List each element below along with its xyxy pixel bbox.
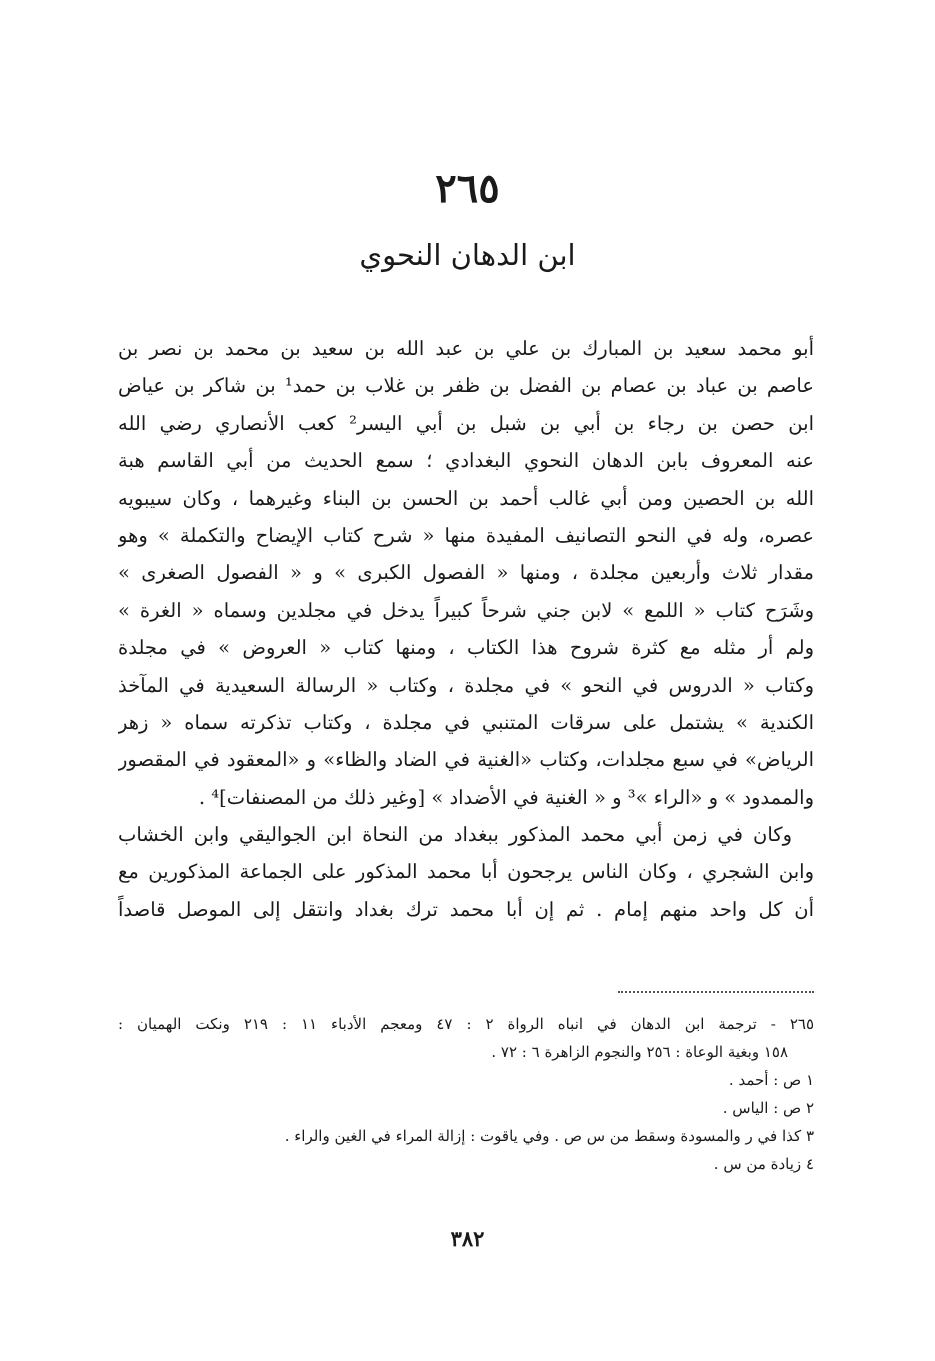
body-line: ولم أر مثله مع كثرة شروح هذا الكتاب ، ومنها كتاب « العروض » في مجلدة: [118, 636, 814, 660]
body-line: عصره، وله في النحو التصانيف المفيدة منها « شرح كتاب الإيضاح والتكملة » وهو: [118, 523, 814, 547]
footnotes: [118, 1010, 814, 1178]
body-line: والممدود » و «الراء »³ و « الغنية في الأضداد » [وغير ذلك من المصنفات]⁴ .: [198, 785, 814, 809]
footnote-line: ٤ زيادة من س .: [713, 1155, 814, 1173]
body-line: الرياض» في سبع مجلدات، وكتاب «الغنية في الضاد والظاء» و «المعقود في المقصور: [118, 748, 814, 772]
body-line: مقدار ثلاث وأربعين مجلدة ، ومنها « الفصول الكبرى » و « الفصول الصغرى »: [118, 561, 814, 585]
body-line: أبو محمد سعيد بن المبارك بن علي بن عبد الله بن سعيد بن محمد بن نصر بن: [118, 337, 814, 360]
footnote-separator: [618, 991, 814, 993]
body-line: وكتاب « الدروس في النحو » في مجلدة ، وكتاب « الرسالة السعيدية في المآخذ: [118, 673, 814, 697]
entry-title: ابن الدهان النحوي: [359, 238, 576, 272]
footnote-line: ٢٦٥ - ترجمة ابن الدهان في انباه الرواة ٢ : ٤٧ ومعجم الأدباء ١١ : ٢١٩ ونكت الهميان :: [118, 1015, 814, 1033]
footnote-line: ١٥٨ وبغية الوعاة : ٢٥٦ والنجوم الزاهرة ٦ : ٧٢ .: [491, 1043, 788, 1061]
body-line: وكان في زمن أبي محمد المذكور ببغداد من النحاة ابن الجواليقي وابن الخشاب: [118, 823, 792, 847]
footnote-line: ٢ ص : الياس .: [722, 1099, 814, 1117]
body-line: الكندية » يشتمل على سرقات المتنبي في مجلدة ، وكتاب تذكرته سماه « زهر: [118, 710, 814, 734]
body-line: وشَرَح كتاب « اللمع » لابن جني شرحاً كبيراً يدخل في مجلدين وسماه « الغرة »: [118, 598, 814, 622]
entry-number: ٢٦٥: [435, 165, 500, 212]
body-line: ابن حصن بن رجاء بن أبي بن شبل بن أبي اليسر² كعب الأنصاري رضي الله: [118, 411, 814, 435]
body-line: عنه المعروف بابن الدهان النحوي البغدادي ؛ سمع الحديث من أبي القاسم هبة: [118, 449, 814, 473]
footnote-line: ٣ كذا في ر والمسودة وسقط من س ص . وفي ياقوت : إزالة المراء في الغين والراء .: [284, 1127, 814, 1145]
body-line: أن كل واحد منهم إمام . ثم إن أبا محمد ترك بغداد وانتقل إلى الموصل قاصداً: [118, 897, 814, 921]
body-line: الله بن الحصين ومن أبي غالب أحمد بن الحسن بن البناء وغيرهما ، وكان سيبويه: [118, 486, 814, 510]
body-text: [118, 330, 814, 928]
body-line: وابن الشجري ، وكان الناس يرجحون أبا محمد المذكور على الجماعة المذكورين مع: [118, 860, 814, 884]
page-number: ٣٨٢: [450, 1226, 485, 1251]
body-line: عاصم بن عباد بن عصام بن الفضل بن ظفر بن غلاب بن حمد¹ بن شاكر بن عياض: [118, 374, 814, 398]
footnote-line: ١ ص : أحمد .: [728, 1071, 814, 1089]
